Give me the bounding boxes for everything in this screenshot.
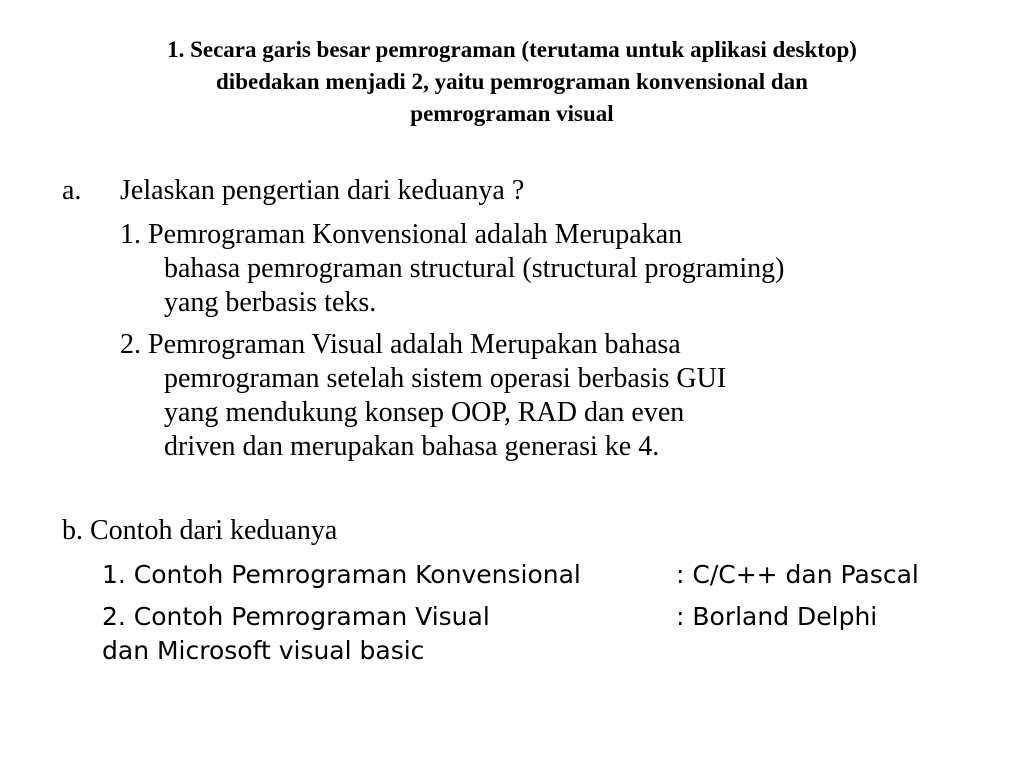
item-line: 1. Pemrograman Konvensional adalah Merupakan bbox=[120, 219, 683, 250]
item-line: driven dan merupakan bahasa generasi ke 4. bbox=[164, 431, 660, 462]
example-label: 1. Contoh Pemrograman Konvensional bbox=[102, 560, 581, 589]
item-line: pemrograman setelah sistem operasi berbasis GUI bbox=[164, 363, 727, 394]
title-line: dibedakan menjadi 2, yaitu pemrograman konvensional dan bbox=[216, 69, 808, 94]
title-line: 1. Secara garis besar pemrograman (terutama untuk aplikasi desktop) bbox=[167, 37, 857, 62]
list-marker-a: a. bbox=[62, 175, 82, 206]
example-value: : Borland Delphi bbox=[676, 602, 878, 631]
question-text: Jelaskan pengertian dari keduanya ? bbox=[120, 175, 525, 206]
section-b-heading: b. Contoh dari keduanya bbox=[62, 515, 338, 546]
item-line: yang berbasis teks. bbox=[164, 287, 377, 318]
example-row-2 bbox=[102, 600, 878, 634]
example-continuation: dan Microsoft visual basic bbox=[102, 636, 425, 665]
item-line: 2. Pemrograman Visual adalah Merupakan bahasa bbox=[120, 329, 681, 360]
example-row-1 bbox=[102, 558, 919, 592]
item-line: bahasa pemrograman structural (structural programing) bbox=[164, 253, 785, 284]
item-line: yang mendukung konsep OOP, RAD dan even bbox=[164, 397, 685, 428]
slide-title bbox=[60, 34, 964, 130]
example-label: 2. Contoh Pemrograman Visual bbox=[102, 602, 490, 631]
example-value: : C/C++ dan Pascal bbox=[676, 560, 919, 589]
title-line: pemrograman visual bbox=[410, 101, 614, 126]
